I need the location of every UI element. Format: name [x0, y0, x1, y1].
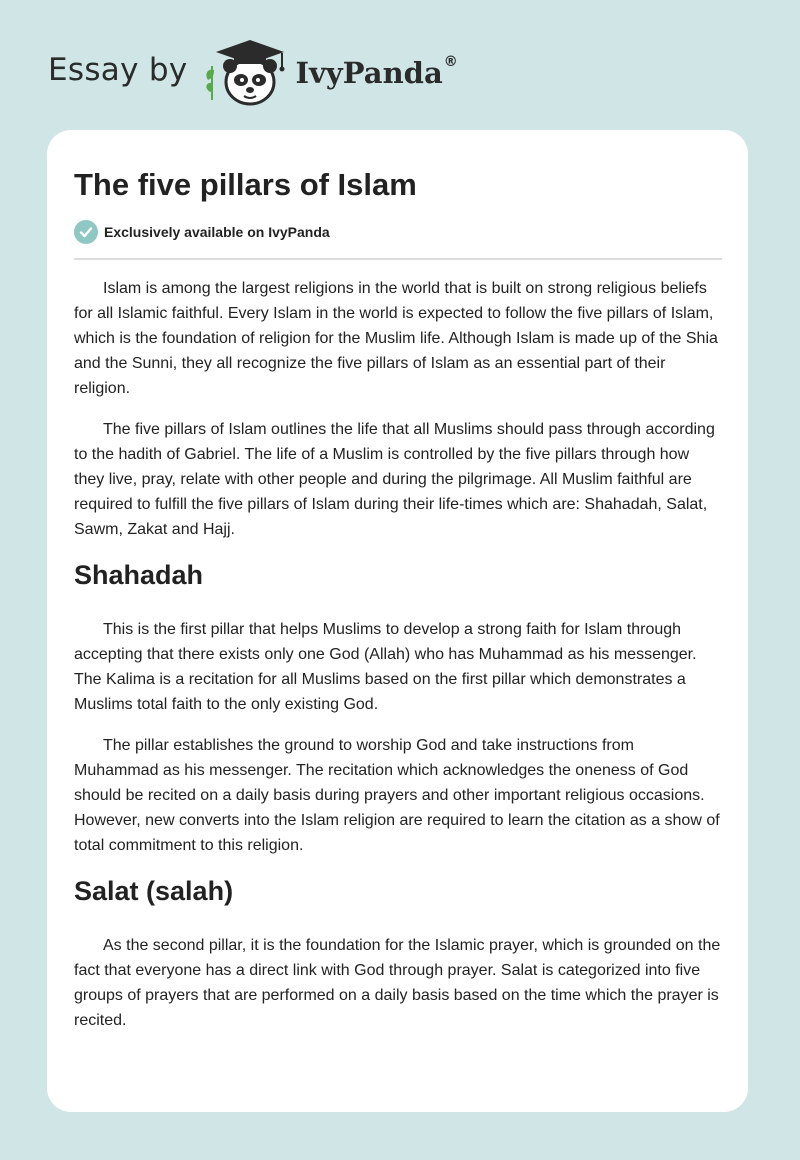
check-circle-icon — [74, 220, 98, 244]
section-heading-shahadah: Shahadah — [74, 560, 204, 590]
paragraph: The pillar establishes the ground to worship God and take instructions from Muhammad as his messenger. The recitation which acknowledges the oneness of God should be recited on a daily basis during prayers and other important religious occasions. However, new converts into the Islam religion are required to learn the citation as a show of total commitment to this religion. — [74, 737, 720, 854]
paragraph: Islam is among the largest religions in the world that is built on strong religious beliefs for all Islamic faithful. Every Islam in the world is expected to follow the five pillars of Islam, which is the foundation of religion for the Muslim life. Although Islam is made up of the Shia and the Sunni, they all recognize the five pillars of Islam as an essential part of their religion. — [74, 280, 718, 397]
paragraph: The five pillars of Islam outlines the life that all Muslims should pass through according to the hadith of Gabriel. The life of a Muslim is controlled by the five pillars through how they live, pray, relate with other people and during the pilgrimage. All Muslim faithful are required to fulfill the five pillars of Islam during their life-times which are: Shahadah, Salat, Sawm, Zakat and Hajj. — [74, 421, 715, 538]
brand-prefix: Essay by — [48, 52, 188, 88]
page-title: The five pillars of Islam — [74, 167, 417, 202]
brand-header[interactable] — [48, 36, 458, 108]
registered-mark: ® — [443, 54, 458, 70]
essay-card — [47, 130, 748, 1112]
section-heading-salat: Salat (salah) — [74, 876, 234, 906]
brand-name: IvyPanda® — [295, 54, 458, 90]
paragraph: As the second pillar, it is the foundation for the Islamic prayer, which is grounded on the fact that everyone has a direct link with God through prayer. Salat is categorized into five groups of prayers that are performed on a daily basis based on the time which the prayer is recited. — [74, 937, 721, 1029]
panda-logo-icon — [202, 36, 290, 108]
exclusive-badge — [74, 220, 722, 244]
badge-text: Exclusively available on IvyPanda — [104, 224, 330, 240]
divider — [74, 258, 722, 260]
paragraph: This is the first pillar that helps Muslims to develop a strong faith for Islam through accepting that there exists only one God (Allah) who has Muhammad as his messenger. The Kalima is a recitation for all Muslims based on the first pillar which demonstrates a Muslims total faith to the only existing God. — [74, 621, 697, 713]
